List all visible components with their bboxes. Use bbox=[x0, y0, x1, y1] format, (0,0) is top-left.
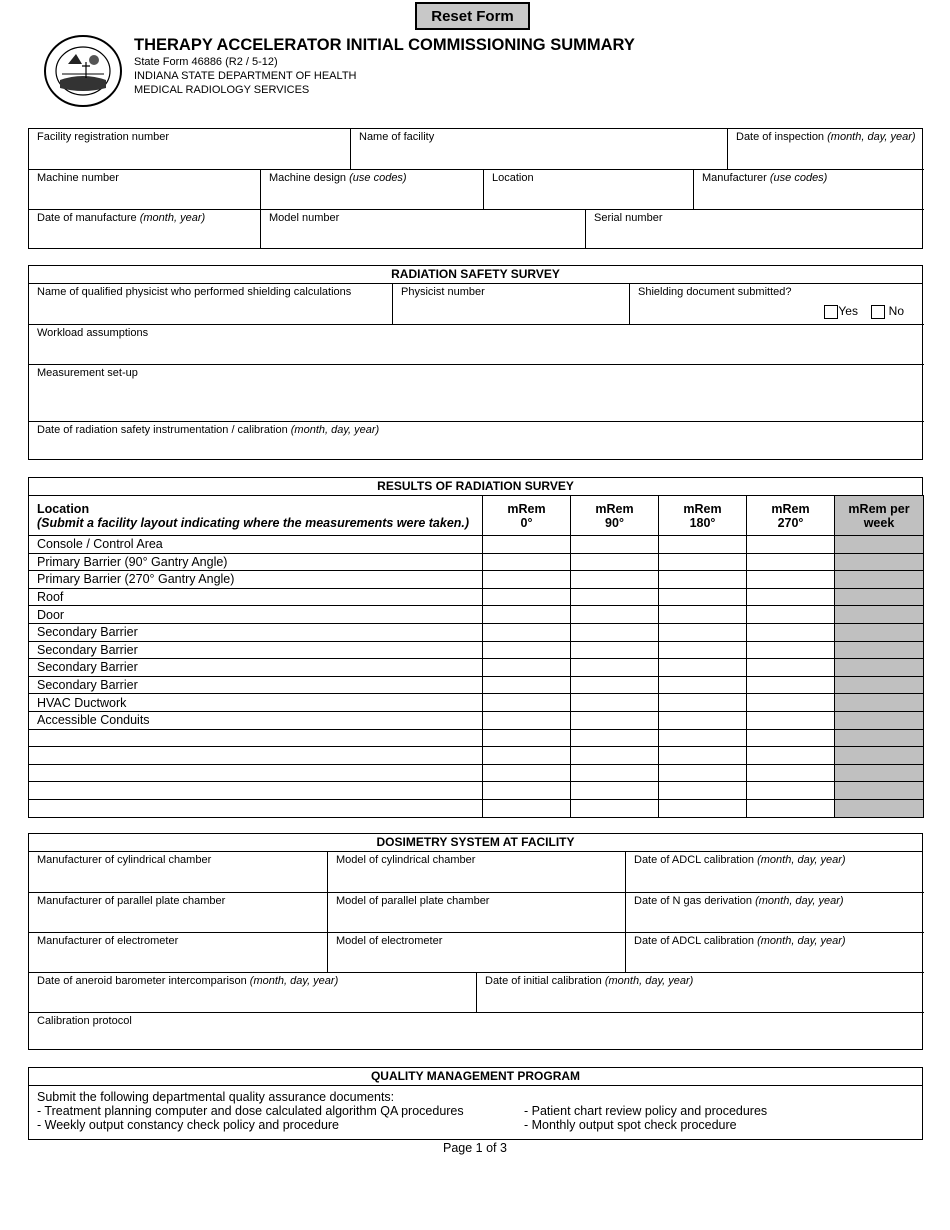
no-label: No bbox=[888, 304, 904, 318]
survey-mrem-week-cell[interactable] bbox=[835, 571, 924, 589]
survey-mrem-cell[interactable] bbox=[483, 606, 571, 624]
survey-mrem-cell[interactable] bbox=[659, 782, 747, 800]
mrem-180-header: mRem 180° bbox=[659, 496, 747, 536]
survey-location-cell[interactable]: Secondary Barrier bbox=[29, 623, 483, 641]
survey-mrem-cell[interactable] bbox=[659, 747, 747, 765]
survey-mrem-cell[interactable] bbox=[571, 782, 659, 800]
survey-row bbox=[29, 571, 924, 589]
indiana-state-seal bbox=[42, 34, 124, 108]
survey-location-cell[interactable]: Console / Control Area bbox=[29, 536, 483, 554]
physicist-number-field[interactable]: Physicist number bbox=[392, 284, 629, 324]
survey-mrem-cell[interactable] bbox=[571, 588, 659, 606]
survey-row bbox=[29, 623, 924, 641]
survey-mrem-cell[interactable] bbox=[571, 606, 659, 624]
parallel-plate-manufacturer-field[interactable]: Manufacturer of parallel plate chamber bbox=[29, 892, 327, 932]
survey-mrem-cell[interactable] bbox=[747, 641, 835, 659]
survey-mrem-cell[interactable] bbox=[659, 799, 747, 817]
survey-mrem-cell[interactable] bbox=[483, 676, 571, 694]
survey-mrem-week-cell[interactable] bbox=[835, 606, 924, 624]
cylindrical-chamber-model-field[interactable]: Model of cylindrical chamber bbox=[327, 852, 625, 892]
survey-mrem-cell[interactable] bbox=[483, 694, 571, 712]
survey-row bbox=[29, 553, 924, 571]
workload-field[interactable]: Workload assumptions bbox=[29, 324, 924, 364]
survey-mrem-cell[interactable] bbox=[747, 553, 835, 571]
survey-mrem-cell[interactable] bbox=[571, 536, 659, 554]
survey-mrem-week-cell[interactable] bbox=[835, 623, 924, 641]
survey-mrem-cell[interactable] bbox=[747, 782, 835, 800]
quality-management-section bbox=[28, 1067, 923, 1140]
location-field[interactable]: Location bbox=[483, 169, 693, 209]
survey-mrem-week-cell[interactable] bbox=[835, 764, 924, 782]
quality-item: - Treatment planning computer and dose calculated algorithm QA procedures bbox=[37, 1104, 464, 1118]
survey-row bbox=[29, 606, 924, 624]
shielding-no-checkbox[interactable] bbox=[871, 305, 885, 319]
survey-row bbox=[29, 536, 924, 554]
survey-mrem-cell[interactable] bbox=[659, 764, 747, 782]
survey-mrem-cell[interactable] bbox=[747, 571, 835, 589]
survey-mrem-week-cell[interactable] bbox=[835, 536, 924, 554]
survey-mrem-cell[interactable] bbox=[747, 536, 835, 554]
survey-mrem-cell[interactable] bbox=[571, 623, 659, 641]
cylindrical-chamber-manufacturer-field[interactable]: Manufacturer of cylindrical chamber bbox=[37, 854, 212, 866]
quality-management-heading: QUALITY MANAGEMENT PROGRAM bbox=[29, 1068, 922, 1086]
survey-mrem-cell[interactable] bbox=[747, 711, 835, 729]
survey-mrem-cell[interactable] bbox=[483, 588, 571, 606]
department-name: INDIANA STATE DEPARTMENT OF HEALTH bbox=[134, 70, 357, 82]
survey-row bbox=[29, 659, 924, 677]
survey-mrem-cell[interactable] bbox=[747, 588, 835, 606]
shielding-submitted-field: Shielding document submitted? Yes No bbox=[629, 284, 924, 324]
survey-mrem-cell[interactable] bbox=[747, 623, 835, 641]
electrometer-manufacturer-field[interactable]: Manufacturer of electrometer bbox=[29, 932, 327, 972]
yes-label: Yes bbox=[838, 304, 858, 318]
survey-mrem-week-cell[interactable] bbox=[835, 694, 924, 712]
mrem-0-header: mRem 0° bbox=[483, 496, 571, 536]
survey-row bbox=[29, 782, 924, 800]
survey-location-cell[interactable] bbox=[29, 747, 483, 765]
survey-mrem-week-cell[interactable] bbox=[835, 641, 924, 659]
survey-mrem-week-cell[interactable] bbox=[835, 659, 924, 677]
survey-mrem-cell[interactable] bbox=[571, 659, 659, 677]
radiation-safety-heading: RADIATION SAFETY SURVEY bbox=[29, 266, 922, 284]
calibration-protocol-field[interactable]: Calibration protocol bbox=[29, 1012, 924, 1050]
division-name: MEDICAL RADIOLOGY SERVICES bbox=[134, 84, 310, 96]
survey-mrem-cell[interactable] bbox=[571, 799, 659, 817]
survey-location-cell[interactable]: Secondary Barrier bbox=[29, 641, 483, 659]
results-heading: RESULTS OF RADIATION SURVEY bbox=[28, 477, 923, 495]
survey-mrem-cell[interactable] bbox=[659, 659, 747, 677]
dosimetry-heading: DOSIMETRY SYSTEM AT FACILITY bbox=[29, 834, 922, 852]
manufacture-date-field[interactable]: Date of manufacture (month, year) bbox=[29, 209, 260, 249]
reset-form-button[interactable]: Reset Form bbox=[415, 2, 530, 30]
location-column-header: Location (Submit a facility layout indicating where the measurements were taken.) bbox=[29, 496, 483, 536]
survey-mrem-cell[interactable] bbox=[483, 747, 571, 765]
manufacturer-field[interactable]: Manufacturer (use codes) bbox=[693, 169, 924, 209]
instrument-calibration-date-field[interactable]: Date of radiation safety instrumentation / calibration (month, day, year) bbox=[29, 421, 924, 459]
survey-mrem-week-cell[interactable] bbox=[835, 729, 924, 747]
survey-location-cell[interactable]: Secondary Barrier bbox=[29, 659, 483, 677]
survey-mrem-week-cell[interactable] bbox=[835, 782, 924, 800]
survey-mrem-cell[interactable] bbox=[659, 729, 747, 747]
survey-mrem-cell[interactable] bbox=[747, 606, 835, 624]
survey-mrem-cell[interactable] bbox=[571, 694, 659, 712]
survey-mrem-week-cell[interactable] bbox=[835, 747, 924, 765]
model-number-field[interactable]: Model number bbox=[260, 209, 585, 249]
survey-mrem-cell[interactable] bbox=[483, 659, 571, 677]
survey-mrem-cell[interactable] bbox=[659, 588, 747, 606]
survey-mrem-cell[interactable] bbox=[571, 553, 659, 571]
inspection-date-field[interactable]: Date of inspection (month, day, year) bbox=[727, 129, 924, 169]
survey-mrem-week-cell[interactable] bbox=[835, 588, 924, 606]
survey-mrem-cell[interactable] bbox=[659, 553, 747, 571]
survey-mrem-cell[interactable] bbox=[571, 676, 659, 694]
survey-location-cell[interactable]: Door bbox=[29, 606, 483, 624]
form-title: THERAPY ACCELERATOR INITIAL COMMISSIONING SUMMARY bbox=[134, 36, 635, 54]
survey-location-cell[interactable] bbox=[29, 764, 483, 782]
survey-mrem-cell[interactable] bbox=[483, 799, 571, 817]
initial-calibration-date-field[interactable]: Date of initial calibration (month, day, year) bbox=[476, 972, 924, 1012]
n-gas-derivation-date-field[interactable]: Date of N gas derivation (month, day, year) bbox=[625, 892, 924, 932]
survey-mrem-cell[interactable] bbox=[571, 764, 659, 782]
survey-mrem-cell[interactable] bbox=[747, 747, 835, 765]
survey-mrem-cell[interactable] bbox=[659, 536, 747, 554]
survey-row bbox=[29, 588, 924, 606]
electrometer-model-field[interactable]: Model of electrometer bbox=[327, 932, 625, 972]
survey-row bbox=[29, 641, 924, 659]
facility-info-section bbox=[28, 128, 923, 249]
survey-mrem-cell[interactable] bbox=[483, 536, 571, 554]
survey-mrem-cell[interactable] bbox=[659, 694, 747, 712]
survey-mrem-week-cell[interactable] bbox=[835, 799, 924, 817]
survey-row bbox=[29, 764, 924, 782]
survey-mrem-cell[interactable] bbox=[659, 623, 747, 641]
quality-item: - Weekly output constancy check policy and procedure bbox=[37, 1118, 340, 1132]
machine-number-field[interactable]: Machine number bbox=[29, 169, 260, 209]
survey-mrem-cell[interactable] bbox=[483, 553, 571, 571]
survey-location-cell[interactable]: Primary Barrier (270° Gantry Angle) bbox=[29, 571, 483, 589]
survey-mrem-cell[interactable] bbox=[483, 711, 571, 729]
survey-mrem-week-cell[interactable] bbox=[835, 676, 924, 694]
results-table bbox=[28, 495, 924, 818]
survey-mrem-cell[interactable] bbox=[483, 729, 571, 747]
measurement-setup-field[interactable]: Measurement set-up bbox=[29, 364, 924, 421]
survey-location-cell[interactable] bbox=[29, 729, 483, 747]
survey-mrem-cell[interactable] bbox=[571, 711, 659, 729]
survey-mrem-cell[interactable] bbox=[659, 641, 747, 659]
survey-mrem-cell[interactable] bbox=[747, 694, 835, 712]
survey-mrem-cell[interactable] bbox=[747, 729, 835, 747]
physicist-name-field[interactable]: Name of qualified physicist who performed shielding calculations bbox=[37, 286, 352, 298]
survey-row bbox=[29, 711, 924, 729]
survey-mrem-cell[interactable] bbox=[747, 659, 835, 677]
survey-mrem-cell[interactable] bbox=[747, 799, 835, 817]
survey-location-cell[interactable]: Primary Barrier (90° Gantry Angle) bbox=[29, 553, 483, 571]
adcl-calibration-date-field-2[interactable]: Date of ADCL calibration (month, day, year) bbox=[625, 932, 924, 972]
survey-mrem-cell[interactable] bbox=[483, 764, 571, 782]
radiation-safety-section bbox=[28, 265, 923, 460]
page-number: Page 1 of 3 bbox=[443, 1141, 507, 1155]
survey-mrem-cell[interactable] bbox=[659, 676, 747, 694]
survey-row bbox=[29, 729, 924, 747]
survey-mrem-cell[interactable] bbox=[483, 623, 571, 641]
survey-mrem-cell[interactable] bbox=[571, 729, 659, 747]
survey-mrem-week-cell[interactable] bbox=[835, 553, 924, 571]
mrem-per-week-header: mRem per week bbox=[835, 496, 924, 536]
survey-mrem-cell[interactable] bbox=[571, 747, 659, 765]
serial-number-field[interactable]: Serial number bbox=[585, 209, 924, 249]
barometer-intercomparison-date-field[interactable]: Date of aneroid barometer intercomparison (month, day, year) bbox=[29, 972, 476, 1012]
facility-registration-field[interactable]: Facility registration number bbox=[37, 131, 170, 143]
survey-mrem-cell[interactable] bbox=[659, 711, 747, 729]
parallel-plate-model-field[interactable]: Model of parallel plate chamber bbox=[327, 892, 625, 932]
survey-location-cell[interactable]: HVAC Ductwork bbox=[29, 694, 483, 712]
survey-location-cell[interactable]: Accessible Conduits bbox=[29, 711, 483, 729]
survey-mrem-cell[interactable] bbox=[747, 764, 835, 782]
mrem-90-header: mRem 90° bbox=[571, 496, 659, 536]
survey-location-cell[interactable] bbox=[29, 782, 483, 800]
survey-row bbox=[29, 747, 924, 765]
survey-mrem-cell[interactable] bbox=[571, 571, 659, 589]
survey-mrem-cell[interactable] bbox=[571, 641, 659, 659]
survey-mrem-cell[interactable] bbox=[483, 571, 571, 589]
shielding-yes-checkbox[interactable] bbox=[824, 305, 838, 319]
adcl-calibration-date-field-1[interactable]: Date of ADCL calibration (month, day, year) bbox=[625, 852, 924, 892]
survey-mrem-cell[interactable] bbox=[659, 606, 747, 624]
form-number: State Form 46886 (R2 / 5-12) bbox=[134, 56, 278, 68]
survey-mrem-week-cell[interactable] bbox=[835, 711, 924, 729]
survey-row bbox=[29, 694, 924, 712]
dosimetry-section bbox=[28, 833, 923, 1050]
survey-mrem-cell[interactable] bbox=[483, 782, 571, 800]
results-section bbox=[28, 477, 923, 818]
survey-mrem-cell[interactable] bbox=[659, 571, 747, 589]
survey-mrem-cell[interactable] bbox=[747, 676, 835, 694]
survey-location-cell[interactable]: Secondary Barrier bbox=[29, 676, 483, 694]
survey-mrem-cell[interactable] bbox=[483, 641, 571, 659]
quality-item: - Patient chart review policy and procedures bbox=[524, 1104, 768, 1118]
machine-design-field[interactable]: Machine design (use codes) bbox=[260, 169, 483, 209]
quality-intro: Submit the following departmental quality assurance documents: bbox=[37, 1090, 395, 1104]
quality-item: - Monthly output spot check procedure bbox=[524, 1118, 737, 1132]
survey-location-cell[interactable]: Roof bbox=[29, 588, 483, 606]
facility-name-field[interactable]: Name of facility bbox=[350, 129, 727, 169]
survey-location-cell[interactable] bbox=[29, 799, 483, 817]
survey-row bbox=[29, 799, 924, 817]
survey-row bbox=[29, 676, 924, 694]
mrem-270-header: mRem 270° bbox=[747, 496, 835, 536]
